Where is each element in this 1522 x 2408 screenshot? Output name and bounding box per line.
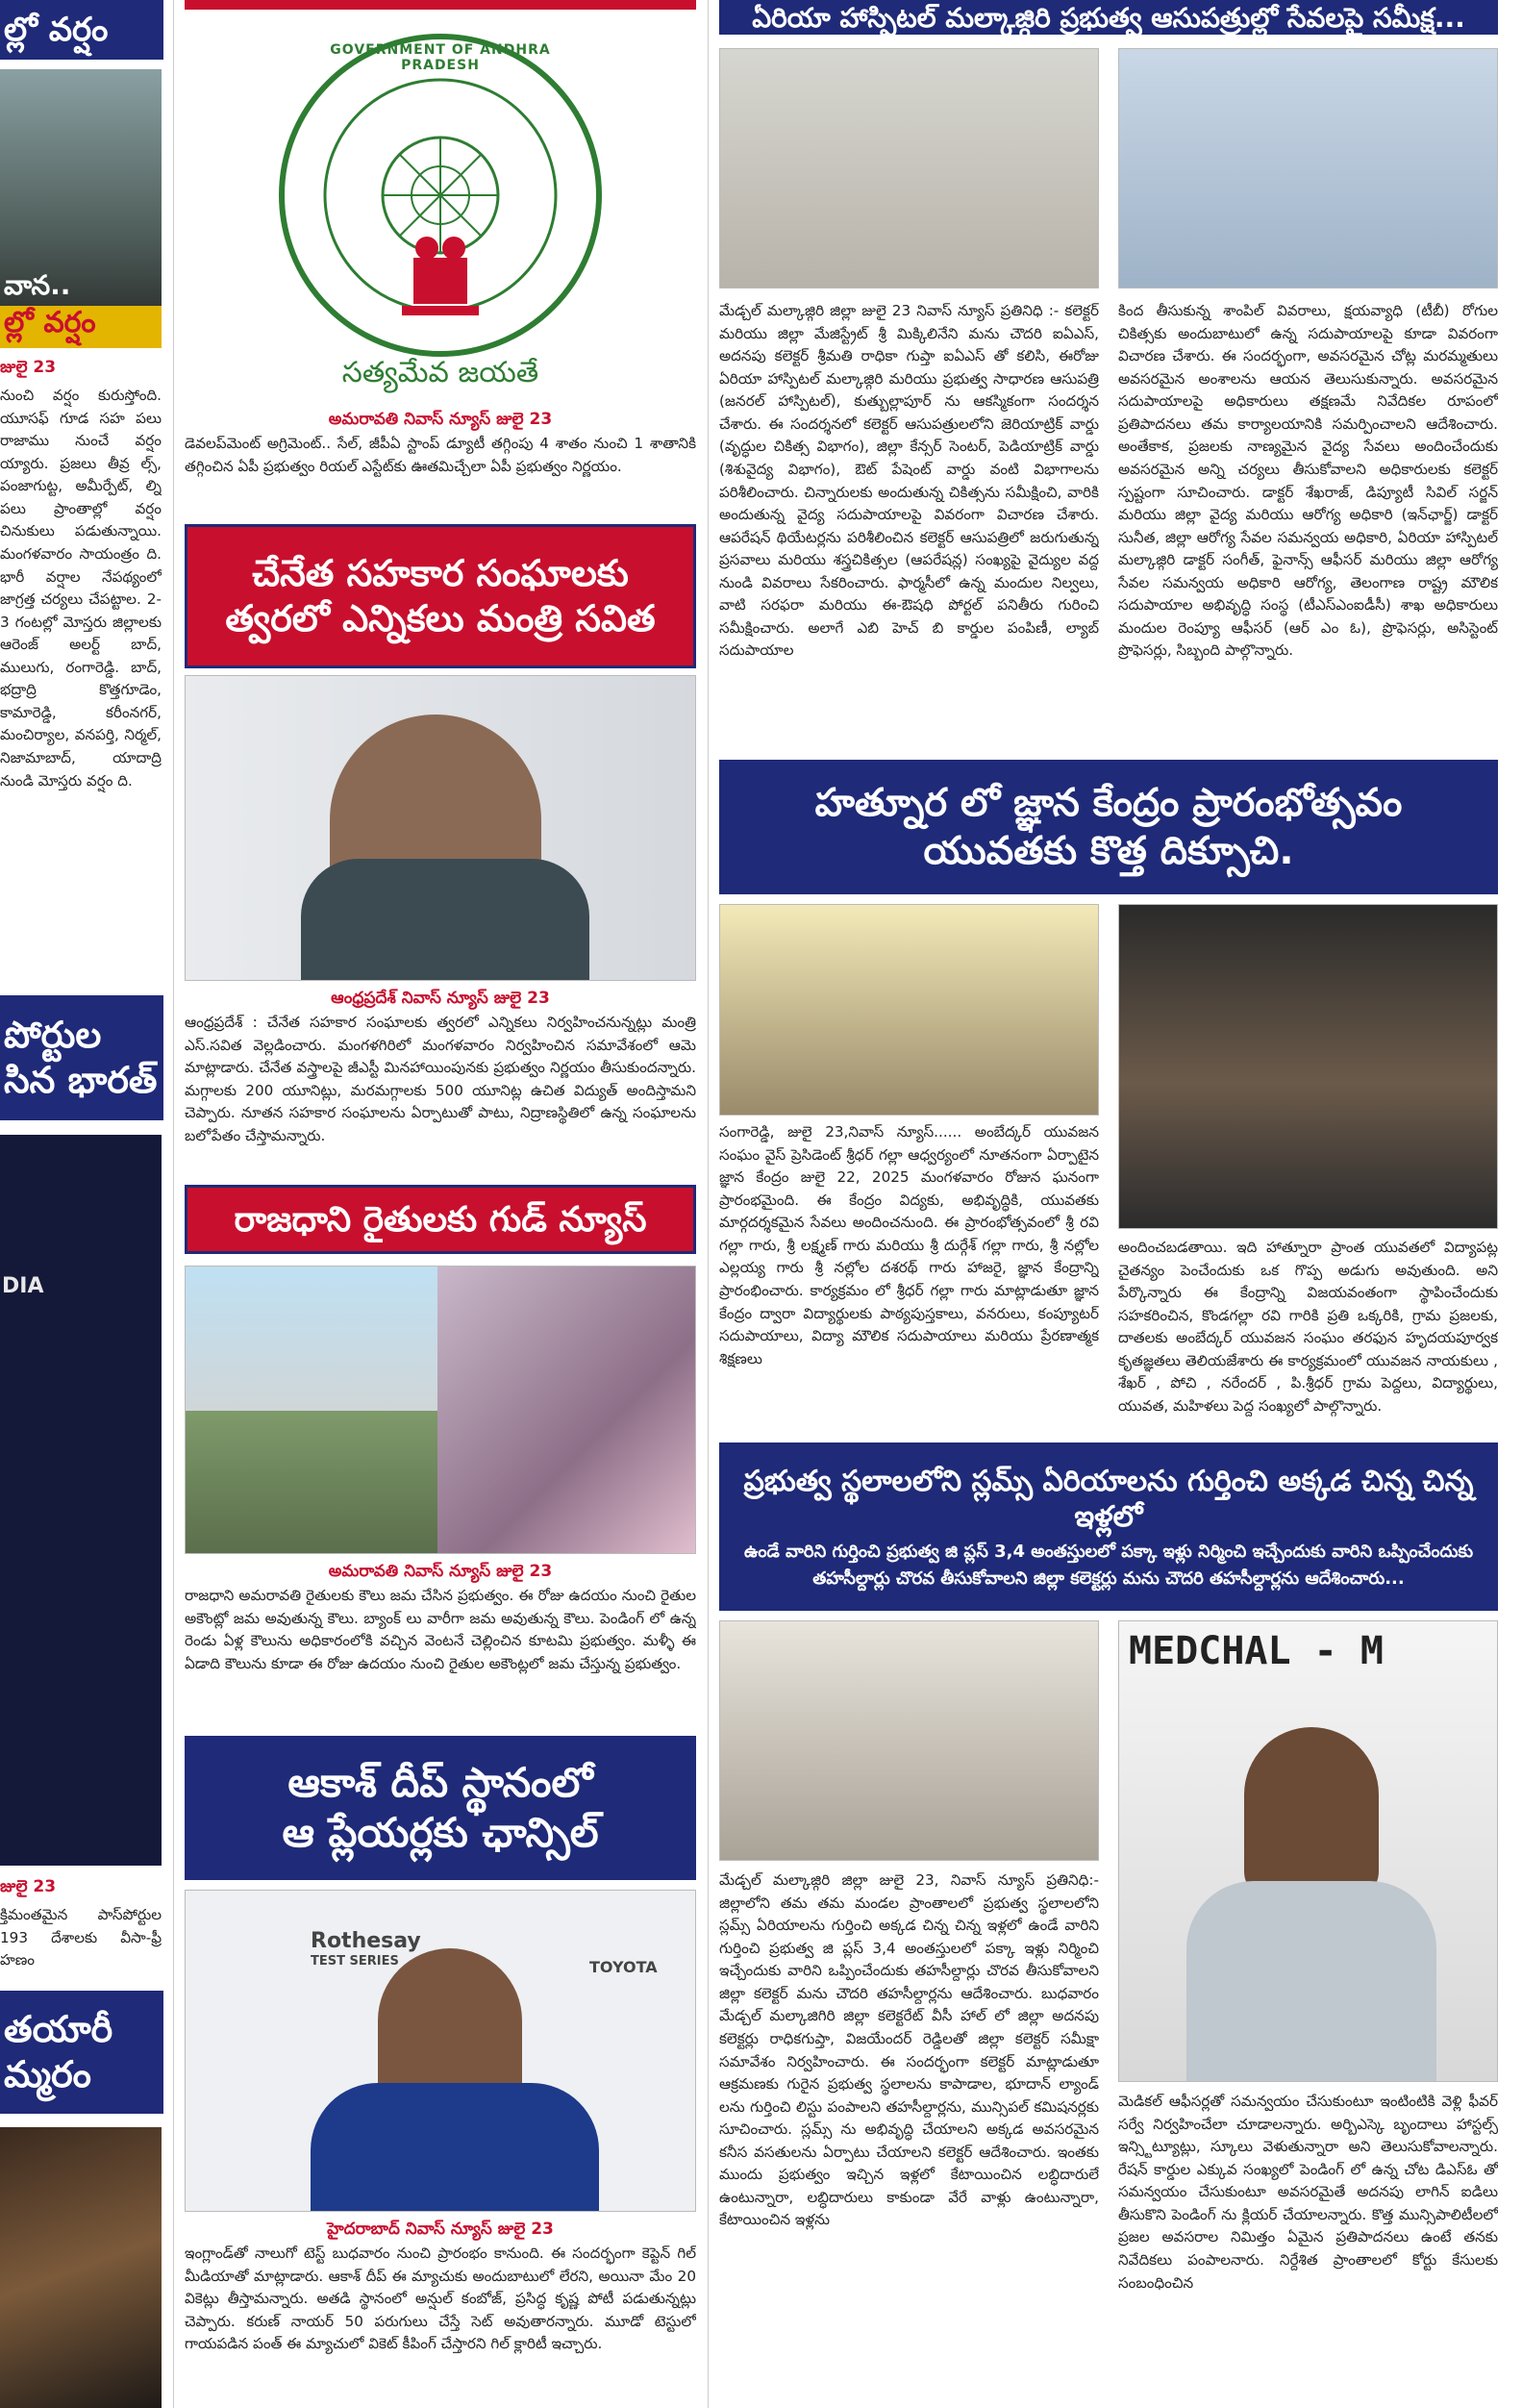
emblem-text-bottom: సత్యమేవ జయతే [341, 356, 539, 389]
sponsor-board-toyota: TOYOTA [589, 1958, 658, 1976]
hospital-story-left: మేడ్చల్ మల్కాజ్గిరి జిల్లా జులై 23 నివాస్ న్యూస్ ప్రతినిధి :- కలెక్టర్ మరియు జిల్లా మేజిస్ట్రేట్ శ్రీ మిక్కిలినేని మను చౌదరి ఐఏఎస్, అదనపు కలెక్టర్ శ్రీమతి రాధికా గుప్తా ఐఏఎస్ తో కలిసి, ఈరోజు ఏరియా హాస్పిటల్ మల్కాజ్గిరి మరియు ప్రభుత్వ సాధారణ ఆసుపత్రి (జనరల్ హాస్పిటల్), కుత్బుల్లాపూర్ ను ఆకస్మికంగా సందర్శన చేశారు. ఈ సందర్శనలో కలెక్టర్ ఆసుపత్రులలోని జెరియాట్రిక్ వార్డు (వృద్ధుల చికిత్స విభాగం), జిల్లా కేన్సర్ సెంటర్, పెడియాట్రిక్ వార్డు (శిశువైద్య విభాగం), ఔట్ పేషెంట్ వార్డు వంటి విభాగాలను పరిశీలించారు. చిన్నారులకు అందుతున్న చికిత్సను సమీక్షించి, వారికి అందుతున్న వైద్య సదుపాయాలపై వివరంగా విచారణ చేశారు. ఆపరేషన్ థియేటర్లను పరిశీలించిన కలెక్టర్ ఆసుపత్రిలో జరుగుతున్న ప్రసవాలు మరియు శస్త్రచికిత్సల (ఆపరేషన్ల) సంఖ్యపై వైద్యుల వద్ద నుండి వివరాలు సేకరించారు. ఫార్మసీలో ఉన్న మందుల నిల్వలు, వాటి సరఫరా మరియు ఈ-ఔషధి పోర్టల్ పనితీరు గురించి సమీక్షించారు. అలాగే ఎబి హెచ్ బి కార్డుల పంపిణీ, ల్యాబ్ సదుపాయాల [719, 302, 1099, 660]
hospital-heading-text: ఏరియా హాస్పిటల్ మల్కాజ్గిరి ప్రభుత్వ ఆసుపత్రుల్లో సేవలపై సమీక్ష... [752, 2, 1465, 34]
farmers-story: రాజధాని అమరావతి రైతులకు కౌలు జమ చేసిన ప్రభుత్వం. ఈ రోజు ఉదయం నుంచి రైతుల అకౌంట్లో జమ అవుతున్న కౌలు. బ్యాంక్ లు వారీగా జమ అవుతున్న కౌలు. పెండింగ్ లో ఉన్న రెండు ఏళ్ల కౌలును అధికారంలోకి వచ్చిన వెంటనే చెల్లించిన కూటమి ప్రభుత్వం. మళ్ళీ ఈ ఏడాది కౌలును కూడా ఈ రోజు ఉదయం నుంచి రైతుల అకౌంట్లలో జమ చేస్తున్న ప్రభుత్వం. [185, 1587, 696, 1672]
left-top-heading [0, 0, 163, 60]
rain-photo [0, 69, 162, 348]
ap-emblem-seal-icon [185, 17, 696, 402]
sponsor-test-series-text: TEST SERIES [311, 1954, 399, 1969]
savitha-heading-line-2: త్వరలో ఎన్నికలు మంత్రి సవిత [225, 597, 656, 640]
currency-notes-photo [437, 1267, 696, 1554]
rain-caption-2: ల్లో వర్షం [4, 306, 96, 339]
emblem-dateline: అమరావతి నివాస్ న్యూస్ జులై 23 [328, 410, 553, 429]
shubman-gill-press-photo [185, 1890, 696, 2212]
library-story-left: సంగారెడ్డి, జులై 23,నివాస్ న్యూస్...... అంబేద్కర్ యువజన సంఘం వైస్ ప్రెసిడెంట్ శ్రీధర్ గల్లా ఆధ్వర్యంలో నూతనంగా ఏర్పాటైన జ్ఞాన కేంద్రం జులై 22, 2025 మంగళవారం రోజున ఘనంగా ప్రారంభమైంది. ఈ కేంద్రం విద్యకు, అభివృద్ధికి, యువతకు మార్గదర్శకమైన సేవలు అందించనుంది. ఈ ప్రారంభోత్సవంలో శ్రీ రవి గల్లా గారు, శ్రీ లక్ష్మణ్ గారు మరియు శ్రీ దుర్గేశ్ గల్లా గారు, శ్రీ నల్లోల ఎల్లయ్య గారు శ్రీ నల్లోల దశరథ్ గారు హాజరై, జ్ఞాన కేంద్రాన్ని ప్రారంభించారు. కార్యక్రమం లో శ్రీధర్ గల్లా గారు మాట్లాడుతూ జ్ఞాన కేంద్రం ద్వారా విద్యార్థులకు పాఠ్యపుస్తకాలు, వనరులు, కంప్యూటర్ సదుపాయాలు, విద్యా మౌలిక సదుపాయాలు మరియు ప్రేరణాత్మక శిక్షణలు [719, 1123, 1099, 1367]
collector-portrait-photo [1118, 1620, 1498, 2082]
savitha-heading-line-1: చేనేత సహకార సంఘాలకు [252, 551, 629, 594]
paddy-field-photo [186, 1411, 437, 1554]
slums-heading-line-3: తహసీల్దార్లు చొరవ తీసుకోవాలని జిల్లా కలెక్టర్లు మను చౌదరి తహసీల్దార్లను ఆదేశించారు... [812, 1568, 1405, 1589]
hospital-photo-left [719, 48, 1099, 288]
akash-story: ఇంగ్లాండ్‌తో నాలుగో టెస్ట్ బుధవారం నుంచి ప్రారంభం కానుంది. ఈ సందర్భంగా కెప్టెన్ గిల్ మీడియాతో మాట్లాడారు. ఆకాశ్ దీప్ ఈ మ్యాచుకు అందుబాటులో లేరని, అయినా మేం 20 వికెట్లు తీస్తామన్నారు. అతడి స్థానంలో అన్షుల్ కంబోజ్, ప్రసిద్ధ కృష్ణ పోటీ పడుతున్నట్లు చెప్పారు. కరుణ్ నాయర్ 50 పరుగులు చేస్తే సెట్ అవుతారన్నారు. మూడో టెస్టులో గాయపడిన పంత్ ఈ మ్యాచులో వికెట్ కీపింగ్ చేస్తారని గిల్ క్లారిటీ ఇచ్చారు. [185, 2245, 696, 2353]
savitha-dateline: ఆంధ్రప్రదేశ్ నివాస్ న్యూస్ జులై 23 [331, 989, 550, 1008]
left-top-heading-text: ల్లో వర్షం [4, 10, 109, 49]
left-dateline: జులై 23 [0, 358, 57, 377]
bottom-left-heading [0, 1991, 163, 2114]
emblem-text-top: GOVERNMENT OF ANDHRA PRADESH [330, 42, 551, 73]
column-divider-1 [173, 0, 174, 2408]
hospital-story-right: కింద తీసుకున్న శాంపిల్ వివరాలు, క్షయవ్యాధి (టీబీ) రోగుల చికిత్సకు అందుబాటులో ఉన్న సదుపాయాలపై కూడా వివరంగా విచారణ చేశారు. ఈ సందర్భంగా, అవసరమైన చోట్ల మరమ్మతులు అవసరమైన అంశాలను ఆయన తెలుసుకున్నారు. అవసరమైన సదుపాయాలపై అధికారులు తక్షణమే నివేదికల రూపంలో ప్రతిపాదనలు తమ కార్యాలయానికి సమర్పించాలని ఆదేశించారు. అంతేకాక, ప్రజలకు నాణ్యమైన వైద్య సేవలు అందించేందుకు అవసరమైన అన్ని చర్యలు తీసుకోవాలని అధికారులకు కలెక్టర్ స్పష్టంగా సూచించారు. డాక్టర్ శేఖరాజ్, డిప్యూటీ సివిల్ సర్జన్ మరియు జిల్లా వైద్య మరియు ఆరోగ్య అధికారి (ఇన్‌ఛార్జ్) డాక్టర్ సునీత, జిల్లా ఆరోగ్య సేవల సమన్వయ అధికారి, ఏరియా హాస్పిటల్ మల్కాజ్గిరి డాక్టర్ సంగీత్, ఫైనాన్స్ ఆఫీసర్ మరియు జిల్లా ఆరోగ్య సేవల సమన్వయ అధికారి ఆరోగ్య, తెలంగాణ రాష్ట్ర మౌలిక సదుపాయాల అభివృద్ధి సంస్థ (టీఎస్ఎంఐడీసీ) శాఖ అధికారులు మందుల రెంప్యూ ఆఫీసర్ (ఆర్ ఎం ఓ), ప్రొఫెసర్లు, అసిస్టెంట్ ప్రొఫెసర్లు, సిబ్బంది పాల్గొన్నారు. [1118, 302, 1498, 660]
passport-dateline: జులై 23 [0, 1877, 57, 1896]
shop-photo [0, 2127, 162, 2408]
slums-heading [719, 1442, 1498, 1611]
rain-caption-1: వాన.. [4, 269, 71, 301]
sponsor-rothesay-text: Rothesay [311, 1929, 421, 1953]
library-heading [719, 760, 1498, 894]
library-group-photo [719, 904, 1099, 1116]
slums-heading-line-1: ప్రభుత్వ స్థలాలలోని స్లమ్స్ ఏరియాలను గుర్తించి అక్కడ చిన్న చిన్న ఇళ్లలో [743, 1464, 1474, 1534]
hospital-photo-right [1118, 48, 1498, 288]
savitha-heading [185, 524, 696, 668]
passport-heading-line-1: పోర్టుల [4, 1013, 102, 1056]
minister-savitha-photo [185, 675, 696, 981]
amaravati-farmers-collage [185, 1266, 696, 1554]
akash-deep-heading [185, 1736, 696, 1880]
library-heading-line-2: యువతకు కొత్త దిక్సూచి. [923, 829, 1294, 873]
col2-top-red-bar [185, 0, 696, 10]
passport-heading [0, 995, 163, 1120]
hospital-heading [719, 0, 1498, 35]
medchal-sign-text: MEDCHAL - M [1129, 1629, 1384, 1673]
dark-ad-text: DIA [2, 1274, 44, 1298]
rain-caption-2-box [0, 306, 162, 348]
ap-emblem [185, 17, 696, 402]
dark-ad-photo [0, 1135, 162, 1866]
akash-heading-line-2: ఆ ప్లేయర్లకు ఛాన్సిల్ [282, 1809, 599, 1856]
bottom-left-heading-line-1: తయారీ [4, 2007, 113, 2050]
column-divider-2 [708, 0, 709, 2408]
passport-heading-line-2: సిన భారత్ [4, 1059, 158, 1101]
passport-story: క్తిమంతమైన పాస్‌పోర్టుల 193 దేశాలకు వీసా-ఫ్రీ హణం [0, 1906, 162, 1969]
emblem-story: డెవలప్‌మెంట్ అగ్రిమెంట్.. సేల్, జీపీఏ స్టాంప్ డ్యూటీ తగ్గింపు 4 శాతం నుంచి 1 శాతానికి తగ్గించిన ఏపీ ప్రభుత్వం రియల్ ఎస్టేట్‌కు ఊతమిచ్చేలా ఏపీ ప్రభుత్వం నిర్ణయం. [185, 435, 696, 475]
farmers-dateline: అమరావతి నివాస్ న్యూస్ జులై 23 [328, 1562, 553, 1581]
library-heading-line-1: హత్నూర లో జ్ఞాన కేంద్రం ప్రారంభోత్సవం [814, 781, 1403, 825]
slums-story-right: మెడికల్ ఆఫీసర్లతో సమన్వయం చేసుకుంటూ ఇంటింటికి వెళ్లి ఫీవర్ సర్వే నిర్వహించేలా చూడాలన్నారు. అర్బిఎస్కె బృందాలు హాస్టల్స్ ఇన్స్టిట్యూట్లు, స్కూలు వెళుతున్నారా అని తెలుసుకోవాలన్నారు. రేషన్ కార్డుల ఎక్కువ సంఖ్యలో పెండింగ్ లో ఉన్న చోట డిఎస్ఓ తో సమన్వయం చేసుకుంటూ అవసరమైతే అదనపు లాగిన్ ఐడిలు తీసుకొని పెండింగ్ ను క్లియర్ చేయాలన్నారు. కొత్త మున్సిపాలిటీలలో ప్రజల అవసరాల నిమిత్తం ఏమైన ప్రతిపాదనలు ఉంటే తనకు నివేదికలు పంపాలనారు. నిర్దేశిత ప్రాంతాలలో కోర్టు కేసులకు సంబంధించిన [1118, 2093, 1498, 2292]
library-story-right: అందించబడతాయి. ఇది హాత్నూరా ప్రాంత యువతలో విద్యాపట్ల చైతన్యం పెంచేందుకు ఒక గొప్ప అడుగు అవుతుంది. అని పేర్కొన్నారు ఈ కేంద్రాన్ని విజయవంతంగా స్థాపించేందుకు సహకరించిన, కొండగల్లా రవి గారికి ప్రతి ఒక్కరికి, గ్రామ ప్రజలకు, దాతలకు అంబేద్కర్ యువజన సంఘం తరఫున హృదయపూర్వక కృతజ్ఞతలు తెలియజేశారు ఈ కార్యక్రమంలో యువజన నాయకులు , శేఖర్ , పోచి , నరేందర్ , పి.శ్రీధర్ గ్రామ పెద్దలు, విద్యార్థులు, యువత, మహిళలు పెద్ద సంఖ్యలో పాల్గొన్నారు. [1118, 1239, 1498, 1415]
left-rain-story: నుంచి వర్షం కురుస్తోంది. యూసఫ్ గూడ సహ పలు రాజాము నుంచే వర్షం య్యారు. ప్రజలు తీవ్ర ల్స్, పంజాగుట్ట, అమీర్పేట్, ల్ని పలు ప్రాంతాల్లో వర్షం చినుకులు పడుతున్నాయి. మంగళవారం సాయంత్రం ది. భారీ వర్షాల నేపథ్యంలో జాగ్రత్త చర్యలు చేపట్టాల. 2-3 గంటల్లో మోస్తరు జిల్లాలకు ఆరెంజ్ అలర్ట్ బాద్, ములుగు, రంగారెడ్డి. బాద్, భద్రాద్రి కొత్తగూడెం, కామారెడ్డి, కరీంనగర్, మంచిర్యాల, వనపర్తి, నిర్మల్, నిజామాబాద్, యాదాద్రి నుండి మోస్తరు వర్షం ది. [0, 387, 162, 790]
collector-review-meeting-photo [719, 1620, 1099, 1861]
akash-heading-line-1: ఆకాశ్ దీప్ స్థానంలో [287, 1758, 593, 1806]
slums-heading-line-2: ఉండే వారిని గుర్తించి ప్రభుత్వ జి ప్లస్ 3,4 అంతస్తులలో పక్కా ఇళ్లు నిర్మించి ఇచ్చేందుకు వారిని ఒప్పించేందుకు [743, 1541, 1474, 1562]
buddha-statue-photo [186, 1267, 437, 1411]
akash-dateline: హైదరాబాద్ నివాస్ న్యూస్ జులై 23 [327, 2220, 554, 2239]
savitha-story: ఆంధ్రప్రదేశ్ : చేనేత సహకార సంఘాలకు త్వరలో ఎన్నికలు నిర్వహించనున్నట్లు మంత్రి ఎస్.సవిత వెల్లడించారు. మంగళగిరిలో మంగళవారం నిర్వహించిన సమావేశంలో ఆమె మాట్లాడారు. చేనేత వస్త్రాలపై జీఎస్టీ మినహాయింపునకు ప్రభుత్వం నిర్ణయం తీసుకుందన్నారు. మగ్గాలకు 200 యూనిట్లు, మరమగ్గాలకు 500 యూనిట్ల ఉచిత విద్యుత్ అందిస్తామని చెప్పారు. నూతన సహకార సంఘాలను ఏర్పాటుతో పాటు, నిద్రాణస్థితిలో ఉన్న సంఘాలను బలోపేతం చేస్తామన్నారు. [185, 1014, 696, 1144]
farmers-heading [185, 1185, 696, 1254]
bottom-left-heading-line-2: మ్మరం [4, 2053, 91, 2095]
library-ribbon-cutting-photo [1118, 904, 1498, 1229]
slums-story-left: మేడ్చల్ మల్కాజ్గిరి జిల్లా జులై 23, నివాస్ న్యూస్ ప్రతినిధి:- జిల్లాలోని తమ తమ మండల ప్రాంతాలలో ప్రభుత్వ స్థలాలలోని స్లమ్స్ ఏరియాలను గుర్తించి అక్కడ చిన్న చిన్న ఇళ్లలో ఉండే వారిని గుర్తించి ప్రభుత్వ జి ప్లస్ 3,4 అంతస్తులలో పక్కా ఇళ్లు నిర్మించి ఇచ్చేందుకు వారిని ఒప్పించేందుకు తహసీల్దార్లు చొరవ తీసుకోవాలని జిల్లా కలెక్టర్ మను చౌదరి తహసీల్దార్లను ఆదేశించారు. బుధవారం మేడ్చల్ మల్కాజిగిరి జిల్లా కలెక్టరేట్ వీసీ హాల్ లో జిల్లా అదనపు కలెక్టర్లు రాధికగుప్తా, విజయేందర్ రెడ్డిలతో జిల్లా కలెక్టర్ సమీక్షా సమావేశం నిర్వహించారు. ఈ సందర్భంగా కలెక్టర్ మాట్లాడుతూ ఆక్రమణకు గురైన ప్రభుత్వ స్థలాలను కాపాడాల, భూదాన్ ల్యాండ్ లను గుర్తించి లిస్టు పంపాలని తహసీల్దార్లను, మున్సిపల్ కమిషనర్లకు సూచించారు. స్లమ్స్ ను అభివృద్ధి చేయాలని అక్కడ అవసరమైన కనీస వసతులను ఏర్పాటు చేయాలని కలెక్టర్ ఆదేశించారు. ఇంతకు ముందు ప్రభుత్వం ఇచ్చిన ఇళ్లలో కేటాయించిన లబ్ధిదారులే ఉంటున్నారా, లబ్ధిదారులు కాకుండా వేరే వాళ్లు ఉంటున్నారా, కేటాయించిన ఇళ్లను [719, 1871, 1099, 2229]
farmers-heading-text: రాజధాని రైతులకు గుడ్ న్యూస్ [234, 1199, 647, 1240]
